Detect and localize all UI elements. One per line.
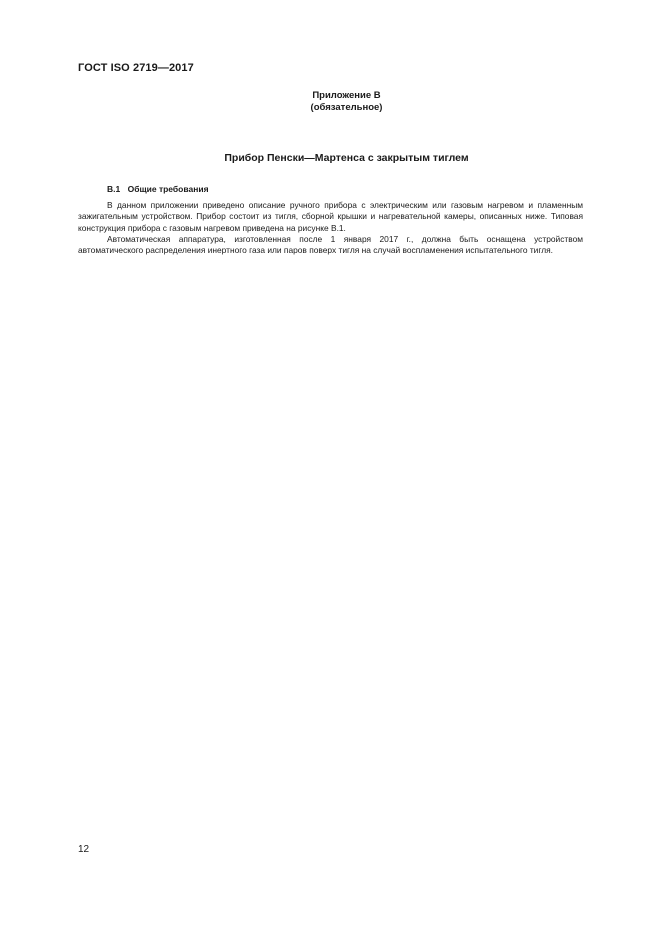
paragraph: В данном приложении приведено описание ручного прибора с электрическим или газовым нагревом и пламенным зажигательным устройством. Прибор состоит из тигля, сборной крышки и нагревательной камеры, описанных ниже. Типовая конструкция прибора с газовым нагревом приведена на рисунке В.1. — [78, 200, 583, 233]
annex-status: (обязательное) — [310, 102, 383, 113]
section-heading — [107, 184, 209, 194]
annex-heading: Прибор Пенски—Мартенса с закрытым тиглем — [224, 152, 469, 164]
body-text — [78, 200, 583, 256]
page-number: 12 — [78, 844, 90, 855]
section-title: Общие требования — [127, 184, 209, 194]
annex-title: Приложение В — [312, 90, 381, 101]
document-code: ГОСТ ISO 2719—2017 — [78, 62, 194, 74]
annex-label — [0, 90, 661, 114]
section-number: В.1 — [107, 184, 121, 194]
paragraph: Автоматическая аппаратура, изготовленная после 1 января 2017 г., должна быть оснащена устройством автоматического распределения инертного газа или паров поверх тигля на случай воспламенения испытательного тигля. — [78, 233, 583, 256]
